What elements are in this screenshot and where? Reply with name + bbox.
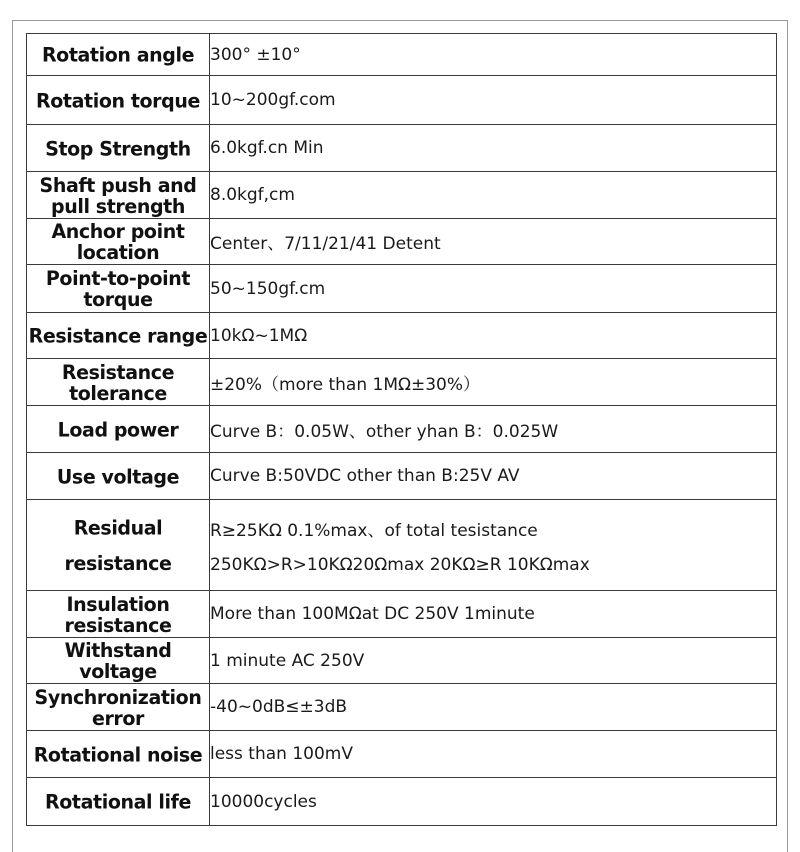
row-value — [210, 778, 777, 826]
row-label — [27, 729, 210, 778]
row-label — [27, 170, 210, 219]
row-value — [210, 219, 777, 265]
table-row — [27, 591, 777, 638]
label-text: Anchor point — [51, 219, 185, 243]
value-text: 300° ±10° — [210, 44, 301, 65]
row-label — [27, 32, 210, 76]
label-text: Resistance range — [28, 323, 208, 348]
row-value — [210, 500, 777, 591]
row-label — [27, 636, 210, 684]
label-text: resistance — [64, 551, 172, 575]
table-row — [27, 172, 777, 219]
value-text: R≥25KΩ 0.1%max、of total tesistance — [210, 520, 538, 541]
label-text: location — [76, 240, 160, 264]
row-label — [27, 263, 210, 313]
row-label — [27, 451, 210, 500]
table-row — [27, 731, 777, 778]
label-text: Rotation angle — [41, 42, 195, 67]
label-text: Insulation — [66, 591, 170, 616]
row-label — [27, 123, 210, 172]
row-value — [210, 172, 777, 219]
value-text: 10~200gf.com — [210, 90, 336, 110]
table-row — [27, 684, 777, 731]
label-text: Rotational life — [45, 789, 191, 814]
label-text: Stop Strength — [45, 136, 191, 160]
value-text: 6.0kgf.cn Min — [210, 138, 324, 158]
table-row — [27, 500, 777, 591]
value-text: 10000cycles — [210, 791, 317, 812]
row-label — [27, 682, 210, 731]
label-text: Rotation torque — [36, 88, 200, 112]
label-text: tolerance — [69, 380, 167, 405]
value-text: 10kΩ~1MΩ — [210, 325, 308, 346]
table-row — [27, 638, 777, 684]
label-text: Residual — [73, 515, 163, 539]
value-text: Curve B：0.05W、other yhan B：0.025W — [210, 421, 559, 442]
label-text: resistance — [64, 612, 172, 637]
label-text: Rotational noise — [33, 742, 203, 766]
row-label — [27, 589, 210, 638]
value-text: 50~150gf.cm — [210, 278, 326, 299]
label-text: Shaft push and — [39, 172, 197, 197]
row-value — [210, 638, 777, 684]
row-label — [27, 497, 210, 593]
row-label — [27, 404, 210, 453]
row-label — [27, 74, 210, 125]
table-row — [27, 219, 777, 265]
label-text: Synchronization — [34, 684, 202, 709]
row-value — [210, 265, 777, 313]
value-text: ±20%（more than 1MΩ±30%） — [210, 374, 481, 395]
table-row — [27, 34, 777, 76]
label-text: Load power — [57, 417, 179, 441]
value-text: Center、7/11/21/41 Detent — [210, 234, 441, 254]
row-value — [210, 453, 777, 500]
row-value — [210, 125, 777, 172]
row-label — [27, 217, 210, 265]
value-text: less than 100mV — [210, 744, 353, 764]
label-text: Resistance — [61, 359, 175, 384]
value-text: 250KΩ>R>10KΩ20Ωmax 20KΩ≥R 10KΩmax — [210, 554, 590, 575]
label-text: torque — [83, 287, 153, 311]
row-value — [210, 359, 777, 406]
label-text: Point-to-point — [45, 266, 191, 290]
row-value — [210, 591, 777, 638]
table-row — [27, 453, 777, 500]
table-row — [27, 406, 777, 453]
value-text: 8.0kgf,cm — [210, 185, 295, 205]
table-row — [27, 313, 777, 359]
label-text: Withstand voltage — [64, 638, 172, 683]
spec-table — [26, 33, 777, 826]
row-label — [27, 357, 210, 406]
label-text: pull strength — [51, 193, 185, 218]
table-row — [27, 359, 777, 406]
row-value — [210, 684, 777, 731]
value-text: More than 100MΩat DC 250V 1minute — [210, 604, 535, 624]
label-text: error — [91, 705, 145, 730]
value-text: -40~0dB≤±3dB — [210, 697, 348, 717]
value-text: Curve B:50VDC other than B:25V AV — [210, 466, 520, 486]
row-value — [210, 76, 777, 125]
label-text: Use voltage — [56, 464, 180, 488]
row-value — [210, 406, 777, 453]
row-label — [27, 311, 210, 359]
row-value — [210, 34, 777, 76]
table-row — [27, 76, 777, 125]
value-text: 1 minute AC 250V — [210, 650, 365, 671]
row-value — [210, 731, 777, 778]
table-row — [27, 778, 777, 826]
row-value — [210, 313, 777, 359]
row-label — [27, 776, 210, 826]
table-row — [27, 265, 777, 313]
table-row — [27, 125, 777, 172]
